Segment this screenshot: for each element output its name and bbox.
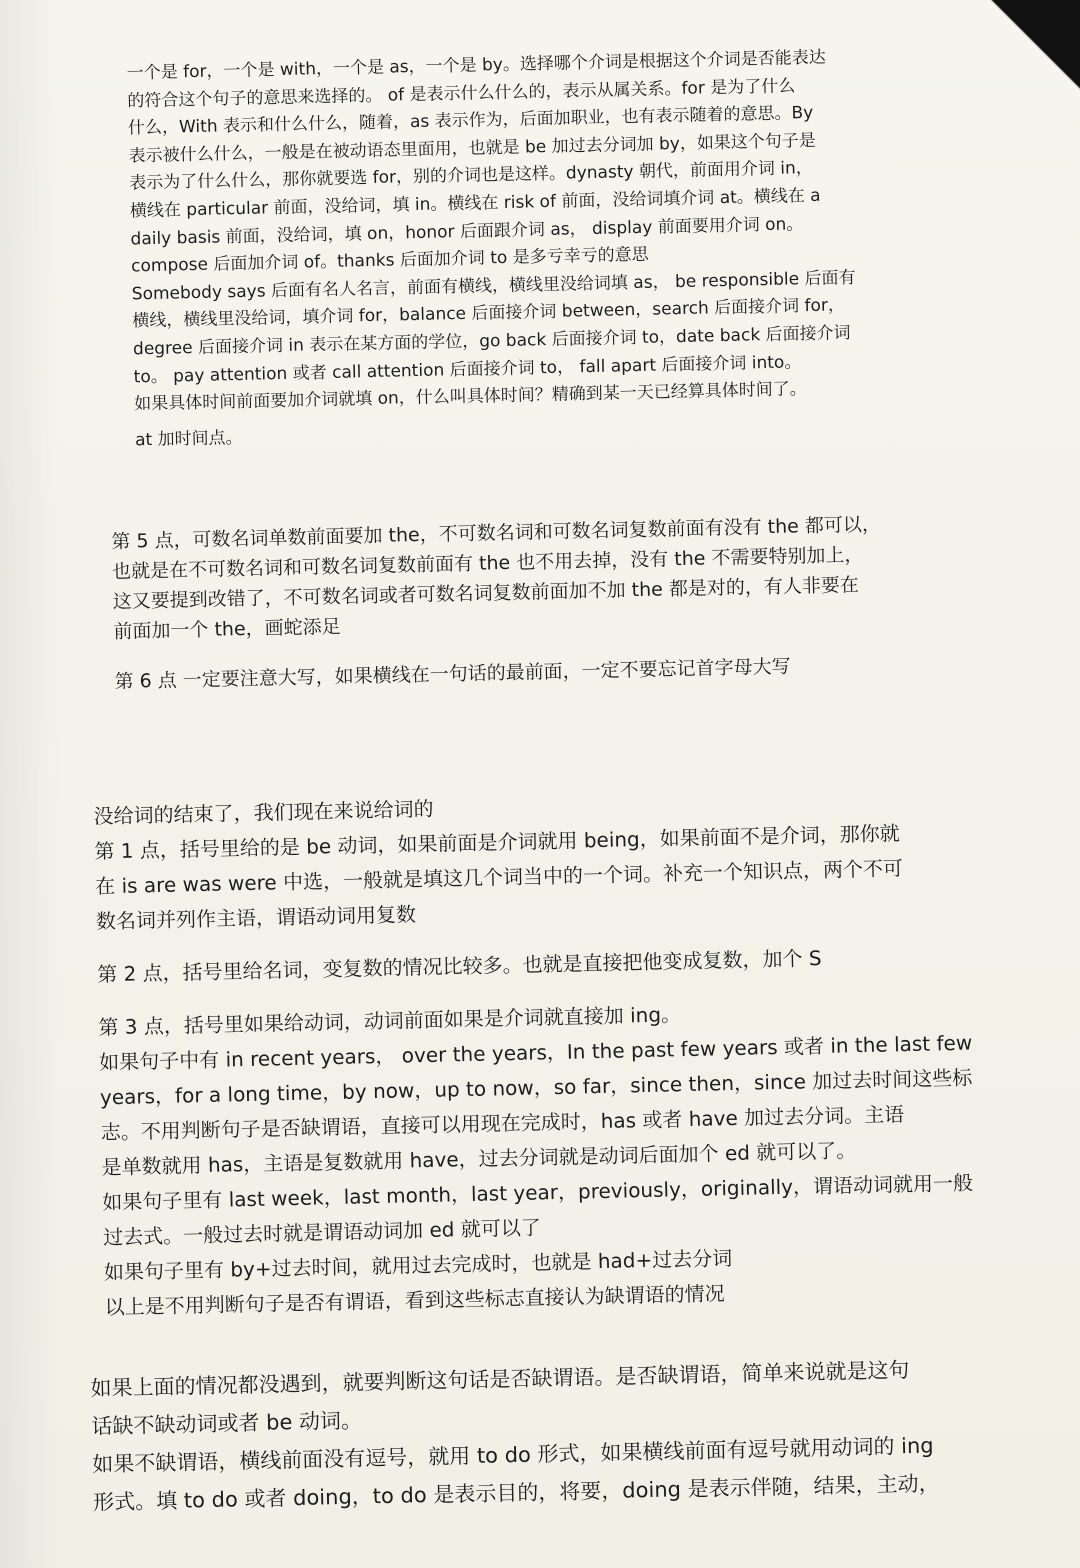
text-line: 如果上面的情况都没遇到，就要判断这句话是否缺谓语。是否缺谓语，简单来说就是这句 bbox=[90, 1358, 910, 1401]
text-line: 在 is are was were 中选，一般就是填这几个词当中的一个词。补充一个知识点，两个不可 bbox=[94, 856, 904, 899]
text-line: 如果句子中有 in recent years， over the years，In the past few years 或者 in the last few bbox=[98, 1030, 973, 1075]
document-content bbox=[60, 18, 1020, 1515]
text-line: 志。不用判断句子是否缺谓语，直接可以用现在完成时，has 或者 have 加过去分词。主语 bbox=[100, 1102, 905, 1145]
text-line: at 加时间点。 bbox=[134, 427, 243, 451]
text-line: 数名词并列作主语，谓语动词用复数 bbox=[95, 902, 417, 934]
point-6: 第 6 点 一定要注意大写，如果横线在一句话的最前面，一定不要忘记首字母大写 bbox=[114, 655, 791, 693]
text-line: 一个是 for，一个是 with，一个是 as，一个是 by。选择哪个介词是根据这个介词是否能表达 bbox=[126, 47, 827, 84]
text-line: 如果具体时间前面要加介词就填 on，什么叫具体时间？精确到某一天已经算具体时间了。 bbox=[134, 379, 807, 415]
text-line: 表示被什么什么，一般是在被动语态里面用，也就是 be 加过去分词加 by，如果这个句子是 bbox=[128, 130, 817, 167]
text-line: 第 3 点，括号里如果给动词，动词前面如果是介词就直接加 ing。 bbox=[98, 1002, 682, 1040]
text-line: 如果句子里有 last week，last month，last year，previously，originally，谓语动词就用一般 bbox=[102, 1170, 974, 1215]
text-line: 没给词的结束了，我们现在来说给词的 bbox=[93, 796, 434, 829]
text-line: 表示为了什么什么，那你就要选 for，别的介词也是这样。dynasty 朝代，前面用介词 in， bbox=[129, 158, 814, 194]
text-line: 以上是不用判断句子是否有谓语，看到这些标志直接认为缺谓语的情况 bbox=[104, 1281, 725, 1320]
text-line: 横线在 particular 前面，没给词，填 in。横线在 risk of 前面，没给词填介词 at。横线在 a bbox=[129, 185, 821, 222]
text-line: Somebody says 后面有名人名言，前面有横线，横线里没给词填 as， be responsible 后面有 bbox=[131, 267, 856, 305]
text-line: 话缺不缺动词或者 be 动词。 bbox=[91, 1408, 363, 1439]
point-2: 第 2 点，括号里给名词，变复数的情况比较多。也就是直接把他变成复数，加个 S bbox=[96, 945, 822, 987]
text-line: 第 5 点，可数名词单数前面要加 the，不可数名词和可数名词复数前面有没有 the 都可以， bbox=[111, 513, 882, 553]
text-line: daily basis 前面，没给词，填 on，honor 后面跟介词 as， display 前面要用介词 on。 bbox=[130, 213, 804, 250]
page-shadow bbox=[0, 0, 60, 1568]
text-line: 也就是在不可数名词和可数名词复数前面有 the 也不用去掉，没有 the 不需要特别加上， bbox=[111, 543, 864, 583]
text-line: 这又要提到改错了，不可数名词或者可数名词复数前面加不加 the 都是对的，有人非要在 bbox=[112, 574, 860, 613]
text-line: compose 后面加介词 of。thanks 后面加介词 to 是多亏幸亏的意思 bbox=[130, 244, 649, 277]
text-line: 横线，横线里没给词，填介词 for，balance 后面接介词 between，search 后面接介词 for， bbox=[132, 295, 846, 332]
text-line: 什么，With 表示和什么什么，随着，as 表示作为，后面加职业，也有表示随着的意思。By bbox=[127, 103, 814, 139]
text-line: 过去式。一般过去时就是谓语动词加 ed 就可以了 bbox=[102, 1215, 542, 1250]
text-line: 如果句子里有 by+过去时间，就用过去完成时，也就是 had+过去分词 bbox=[103, 1246, 733, 1285]
text-line: 形式。填 to do 或者 doing，to do 是表示目的，将要，doing 是表示伴随，结果，主动， bbox=[92, 1471, 940, 1515]
article-notes bbox=[111, 507, 1015, 697]
given-word-notes bbox=[93, 778, 1045, 1325]
text-line: 是单数就用 has，主语是复数就用 have，过去分词就是动词后面加个 ed 就可以了。 bbox=[101, 1138, 857, 1180]
text-line: years，for a long time，by now，up to now，so far，since then，since 加过去时间这些标 bbox=[99, 1065, 973, 1110]
text-line: to。 pay attention 或者 call attention 后面接介词 to， fall apart 后面接介词 into。 bbox=[133, 351, 802, 387]
text-line: 的符合这个句子的意思来选择的。 of 是表示什么什么的，表示从属关系。for 是为了什么 bbox=[127, 75, 796, 112]
predicate-notes bbox=[90, 1348, 1053, 1522]
preposition-notes bbox=[126, 41, 1015, 455]
text-line: 前面加一个 the，画蛇添足 bbox=[113, 615, 341, 643]
text-line: 第 1 点，括号里给的是 be 动词，如果前面是介词就用 being，如果前面不是介词，那你就 bbox=[94, 821, 900, 864]
text-line: degree 后面接介词 in 表示在某方面的学位，go back 后面接介词 to，date back 后面接介词 bbox=[132, 323, 851, 360]
text-line: 如果不缺谓语，横线前面没有逗号，就用 to do 形式，如果横线前面有逗号就用动词的 ing bbox=[92, 1433, 934, 1477]
